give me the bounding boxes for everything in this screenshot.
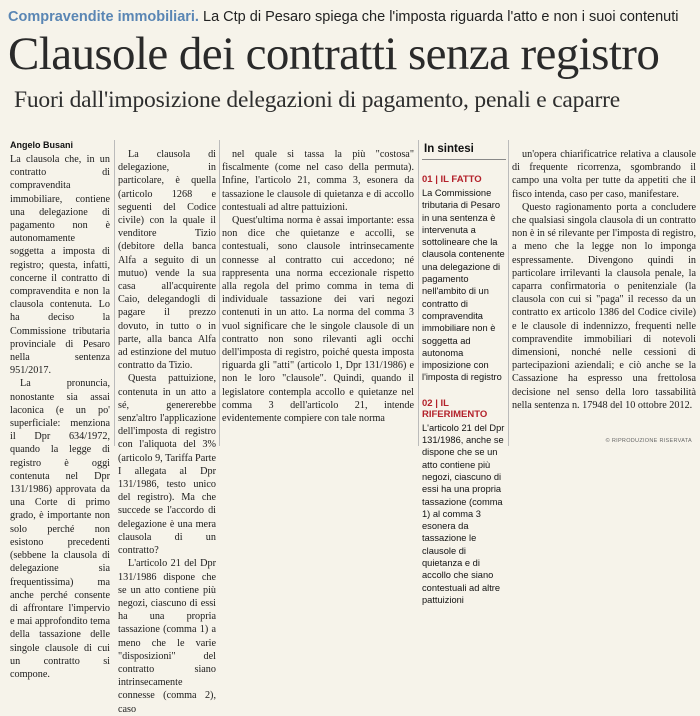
sidebar-block-number: 02 [422, 397, 433, 409]
article-column-3 [222, 148, 414, 448]
paragraph: Questo ragionamento porta a concludere che qualsiasi singola clausola di un contratto non è in sé rilevante per l'imposta di registro, a meno che la legge non lo imponga espressamente. Divengono quindi in particolare irrilevanti la clausola penale, la caparra confirmatoria o penitenziale (la clausola con cui si "paga" il recesso da un contratto ex articolo 1386 del Codice civile) e le clausole di indennizzo, frequenti nelle compravendite immobiliari di notevoli dimensioni, nonché nelle cessioni di partecipazioni aziendali; e ciò anche se la Cassazione ha espresso una frettolosa decisione nel senso della loro tassabilità nella sentenza n. 17948 del 10 ottobre 2012. [512, 201, 696, 411]
column-divider [114, 140, 115, 446]
sidebar-block-text: La Commissione tributaria di Pesaro in una sentenza è intervenuta a sottolineare che la clausola contenente una delegazione di pagamento nell'ambito di un contratto di compravendita immobiliare non è soggetta ad autonoma imposizione con l'imposta di registro [422, 188, 505, 383]
headline: Clausole dei contratti senza registro [8, 28, 660, 80]
article-column-4 [512, 148, 696, 448]
sidebar-block-text: L'articolo 21 del Dpr 131/1986, anche se dispone che se un atto contiene più negozi, ciascuno di essi ha una propria tassazione (comma 1) al comma 3 esonera da tassazione le clausole di quietanza e di accollo che siano contestuali ad altre pattuizioni [422, 422, 505, 605]
article-column-1 [10, 153, 110, 680]
column-divider [418, 140, 419, 446]
sidebar-block-fact: 01 | IL FATTO La Commissione tributaria di Pesaro in una sentenza è intervenuta a sottolineare che la clausola contenente una delegazione di pagamento nell'ambito di un contratto di compravendita immobiliare non è soggetta ad autonoma imposizione con l'imposta di registro [422, 174, 505, 383]
kicker-section: Compravendite immobiliari. [8, 9, 199, 25]
summary-sidebar [422, 140, 506, 605]
copyright-credit: © RIPRODUZIONE RISERVATA [605, 438, 692, 444]
column-divider [508, 140, 509, 446]
sidebar-block-reference: 02 | IL RIFERIMENTO L'articolo 21 del Dpr 131/1986, anche se dispone che se un atto contiene più negozi, ciascuno di essi ha una propria tassazione (comma 1) al comma 3 esonera da tassazione le clausole di quietanza e di accollo che siano contestuali ad altre pattuizioni [422, 397, 505, 605]
kicker [8, 6, 698, 28]
paragraph: un'opera chiarificatrice relativa a clausole di frequente ricorrenza, sgombrando il campo una volta per tutte da appetiti che il fisco intenda, caso per caso, manifestare. [512, 149, 696, 200]
sidebar-title: In sintesi [422, 140, 506, 160]
byline: Angelo Busani [10, 140, 74, 150]
subheadline: Fuori dall'imposizione delegazioni di pagamento, penali e caparre [14, 87, 620, 113]
paragraph: Quest'ultima norma è assai importante: essa non dice che quietanze e accolli, se contestuali, sono clausole intrinsecamente connesse al contratto cui accedono; né rappresenta una norma eccezionale rispetto alla regola del primo comma in tema di individuale tassazione dei vari negozi contenuti in un atto. La norma del comma 3 vuol significare che le singole clausole di un contratto non sono rilevanti agli occhi dell'imposta di registro, poiché questa imposta riguarda gli "atti" (articolo 1, Dpr 131/1986) e non le loro "clausole". Quindi, quando il legislatore contempla accollo e quietanze nel comma 3 dell'articolo 21, intende evidentemente compiere con tale norma [222, 215, 414, 425]
paragraph: nel quale si tassa la più "costosa" fiscalmente (come nel caso della permuta). Infine, l'articolo 21, comma 3, esonera da tassazione le clausole di quietanza e di accollo contestuali ad altre pattuizioni. [222, 149, 414, 213]
paragraph: La clausola di delegazione, in particolare, è quella (articolo 1268 e seguenti del Codice civile) con la quale il venditore Tizio (debitore della banca Alfa a seguito di un mutuo) vende la sua casa all'acquirente Caio, delegandogli di pagare il prezzo dovuto, in tutto o in parte, alla banca Alfa ad estinzione del mutuo contratto da Tizio. [118, 149, 216, 372]
paragraph: Questa pattuizione, contenuta in un atto a sé, genererebbe senz'altro l'applicazione dell'imposta di registro con l'aliquota del 3% (articolo 9, Tariffa Parte I allegata al Dpr 131/1986, testo unico del registro). Ma che succede se l'accordo di delegazione è una mera clausola di un contratto? [118, 373, 216, 557]
sidebar-block-label: IL FATTO [440, 174, 482, 185]
kicker-summary: La Ctp di Pesaro spiega che l'imposta riguarda l'atto e non i suoi contenuti [203, 9, 679, 25]
sidebar-block-number: 01 [422, 174, 433, 185]
paragraph: La pronuncia, nonostante sia assai laconica (e un po' superficiale: menziona il Dpr 634/1972, quando la legge di registro è oggi contenuta nel Dpr 131/1986) approvata da una Corte di primo grado, è importante non solo perché non esistono precedenti (sebbene la clausola di delegazione sia frequentissima) ma anche perché consente di affrontare l'impervio e mai approfondito tema della tassazione delle singole clausole di cui un contratto si compone. [10, 378, 110, 680]
paragraph: La clausola che, in un contratto di compravendita immobiliare, contiene una delegazione di pagamento non è autonomamente soggetta a imposta di registro; questa, infatti, concerne il contratto di compravendita e non la clausola contenuta. Lo ha deciso la Commissione tributaria provinciale di Pesaro nella sentenza 951/2017. [10, 154, 110, 377]
paragraph: L'articolo 21 del Dpr 131/1986 dispone che se un atto contiene più negozi, ciascuno di essi ha una propria tassazione (comma 1) a meno che le varie "disposizioni" del contratto siano intrinsecamente connesse (comma 2), caso [118, 558, 216, 715]
column-divider [219, 140, 220, 446]
article-column-2 [118, 148, 216, 715]
sidebar-block-label: IL RIFERIMENTO [422, 397, 488, 420]
